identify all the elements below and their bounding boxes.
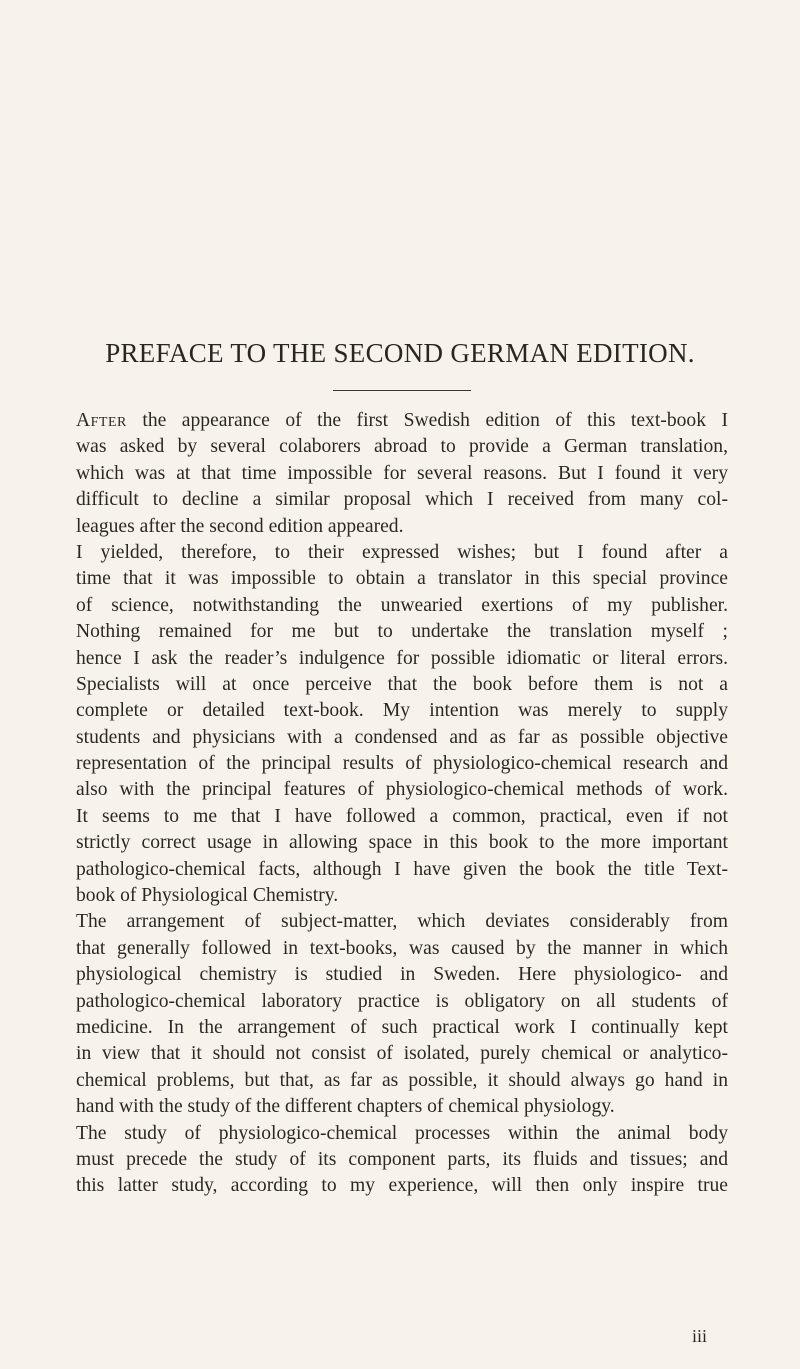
text-line: Nothing remained for me but to undertake the translation myself ; xyxy=(76,621,728,643)
text-line: also with the principal features of physiologico-chemical methods of work. xyxy=(76,779,728,801)
text-line: hand with the study of the different chapters of chemical physiology. xyxy=(76,1096,615,1118)
preface-body xyxy=(76,408,728,1200)
title-divider xyxy=(333,390,471,391)
text-line: complete or detailed text-book. My intention was merely to supply xyxy=(76,700,728,722)
text-line: strictly correct usage in allowing space in this book to the more important xyxy=(76,832,728,854)
text-line: medicine. In the arrangement of such practical work I continually kept xyxy=(76,1016,728,1038)
text-line: The study of physiologico-chemical processes within the animal body xyxy=(76,1122,728,1144)
page-title: PREFACE TO THE SECOND GERMAN EDITION. xyxy=(105,338,695,368)
text-line: The arrangement of subject-matter, which deviates considerably from xyxy=(76,911,728,933)
text-line: After the appearance of the first Swedish edition of this text-book I xyxy=(76,410,728,431)
text-line: leagues after the second edition appeared. xyxy=(76,515,404,537)
drop-word: After xyxy=(76,410,127,431)
text-line: I yielded, therefore, to their expressed wishes; but I found after a xyxy=(76,541,728,563)
text-line: of science, notwithstanding the unwearied exertions of my publisher. xyxy=(76,594,728,616)
text-line: It seems to me that I have followed a common, practical, even if not xyxy=(76,805,728,827)
text-line: that generally followed in text-books, was caused by the manner in which xyxy=(76,937,728,959)
text-line: was asked by several colaborers abroad to provide a German translation, xyxy=(76,436,728,458)
text-line: which was at that time impossible for several reasons. But I found it very xyxy=(76,462,728,484)
text-line: time that it was impossible to obtain a translator in this special province xyxy=(76,568,728,590)
text-line: this latter study, according to my experience, will then only inspire true xyxy=(76,1175,728,1197)
text-line: hence I ask the reader’s indulgence for possible idiomatic or literal errors. xyxy=(76,647,728,669)
text-line: in view that it should not consist of isolated, purely chemical or analytico- xyxy=(76,1043,728,1065)
text-line: representation of the principal results of physiologico-chemical research and xyxy=(76,753,728,775)
text-line: pathologico-chemical laboratory practice is obligatory on all students of xyxy=(76,990,728,1012)
text-line: students and physicians with a condensed and as far as possible objective xyxy=(76,726,728,748)
text-line: pathologico-chemical facts, although I have given the book the title Text- xyxy=(76,858,728,880)
text-line: book of Physiological Chemistry. xyxy=(76,885,339,907)
text-line: chemical problems, but that, as far as possible, it should always go hand in xyxy=(76,1069,728,1091)
page-number: iii xyxy=(692,1326,708,1346)
text-line: physiological chemistry is studied in Sweden. Here physiologico- and xyxy=(76,964,728,986)
text-line: must precede the study of its component parts, its fluids and tissues; and xyxy=(76,1148,728,1170)
text-line: difficult to decline a similar proposal which I received from many col- xyxy=(76,489,728,511)
text-line: Specialists will at once perceive that the book before them is not a xyxy=(76,673,728,695)
